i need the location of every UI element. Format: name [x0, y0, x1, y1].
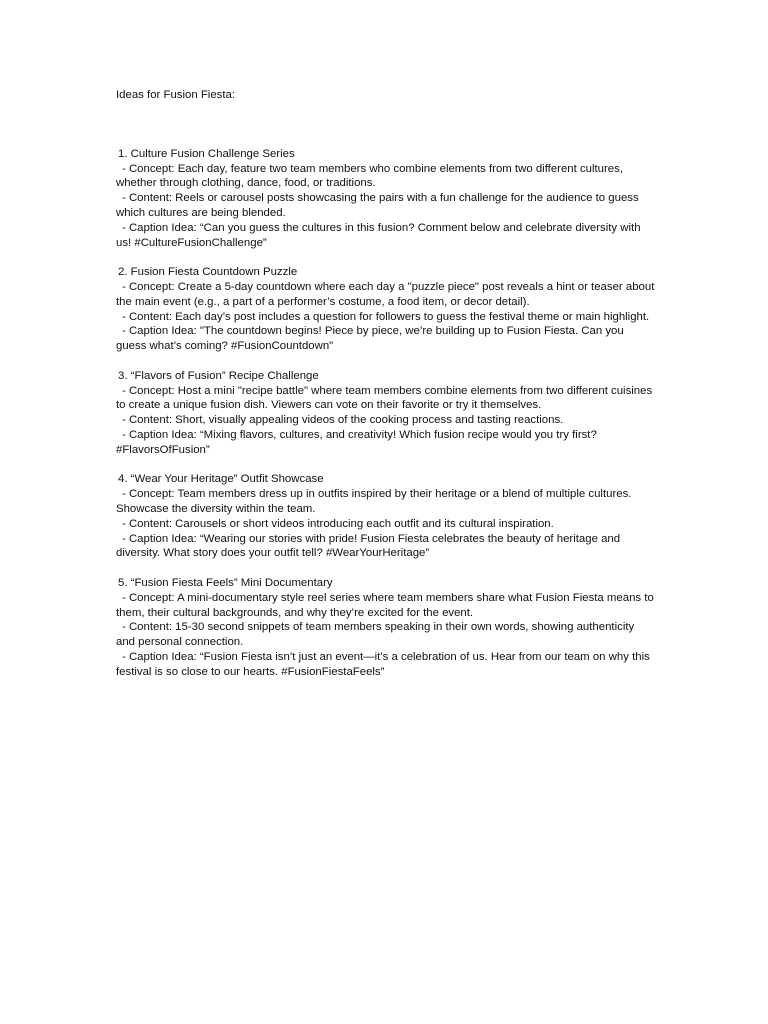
idea-section-1 [116, 147, 656, 251]
idea-concept: - Concept: Host a mini "recipe battle" where team members combine elements from two different cuisines to create a unique fusion dish. Viewers can vote on their favorite or try it themselves. [116, 384, 653, 412]
idea-heading: 1. Culture Fusion Challenge Series [118, 147, 295, 160]
idea-concept: - Concept: Team members dress up in outfits inspired by their heritage or a blend of multiple cultures. Showcase the diversity within the team. [116, 488, 632, 515]
ideas-list [116, 147, 656, 680]
idea-heading: 3. “Flavors of Fusion” Recipe Challenge [118, 369, 319, 382]
idea-concept: - Concept: Create a 5-day countdown where each day a "puzzle piece" post reveals a hint or teaser about the main event (e.g., a part of a performer’s costume, a food item, or decor detail). [116, 280, 655, 308]
idea-heading: 4. “Wear Your Heritage” Outfit Showcase [118, 473, 324, 486]
idea-section-4 [116, 472, 656, 561]
document-title: Ideas for Fusion Fiesta: [116, 89, 236, 101]
idea-caption: - Caption Idea: “Can you guess the cultures in this fusion? Comment below and celebrate diversity with us! #CultureFusionChallenge” [116, 221, 641, 249]
idea-concept: - Concept: Each day, feature two team members who combine elements from two different cultures, whether through clothing, dance, food, or traditions. [116, 162, 623, 190]
idea-content: - Content: Reels or carousel posts showcasing the pairs with a fun challenge for the audience to guess which cultures are being blended. [116, 192, 639, 219]
idea-content: - Content: Carousels or short videos introducing each outfit and its cultural inspiration. [122, 517, 554, 530]
idea-section-2 [116, 265, 656, 354]
idea-caption: - Caption Idea: “Wearing our stories with pride! Fusion Fiesta celebrates the beauty of heritage and diversity. What story does your outfit tell? #WearYourHeritage” [116, 532, 621, 560]
idea-content: - Content: 15-30 second snippets of team members speaking in their own words, showing authenticity and personal connection. [116, 621, 635, 649]
idea-content: - Content: Each day’s post includes a question for followers to guess the festival theme or main highlight. [122, 310, 650, 323]
idea-section-3 [116, 369, 656, 458]
document-body [116, 88, 656, 694]
idea-heading: 5. “Fusion Fiesta Feels” Mini Documentary [118, 576, 333, 589]
idea-concept: - Concept: A mini-documentary style reel series where team members share what Fusion Fiesta means to them, their cultural backgrounds, and why they’re excited for the event. [116, 591, 654, 619]
idea-caption: - Caption Idea: “Fusion Fiesta isn’t just an event—it’s a celebration of us. Hear from our team on why this festival is so close to our hearts. #FusionFiestaFeels” [116, 650, 650, 678]
idea-section-5 [116, 576, 656, 680]
idea-heading: 2. Fusion Fiesta Countdown Puzzle [118, 266, 298, 279]
idea-caption: - Caption Idea: “Mixing flavors, cultures, and creativity! Which fusion recipe would you try first? #FlavorsOfFusion” [116, 428, 597, 456]
idea-caption: - Caption Idea: "The countdown begins! Piece by piece, we’re building up to Fusion Fiesta. Can you guess what’s coming? #FusionCountdown" [116, 325, 624, 353]
idea-content: - Content: Short, visually appealing videos of the cooking process and tasting reactions. [122, 414, 564, 427]
